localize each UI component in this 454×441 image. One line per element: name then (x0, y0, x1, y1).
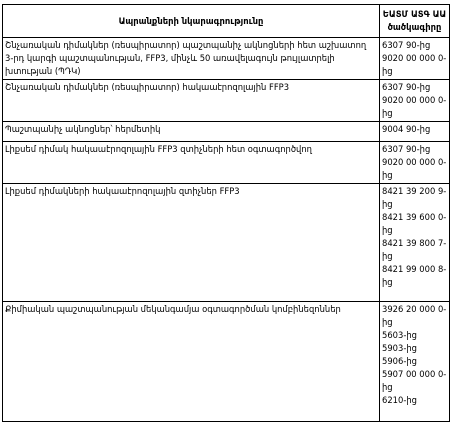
row-codes (380, 38, 450, 80)
code-value: 5603-ից (382, 330, 417, 340)
row-codes (380, 142, 450, 184)
code-value: 6307 90-ից (382, 82, 431, 92)
table-row (3, 184, 450, 302)
table-row (3, 302, 450, 422)
code-value: 5903-ից (382, 343, 417, 353)
table-row (3, 142, 450, 184)
code-value: 5906-ից (382, 356, 417, 366)
row-description: Շնչառական դիմակներ (ռեսպիրատոր) հակաաէրոզոլային FFP3 (3, 80, 380, 122)
row-description: Լիքսեմ դիմակների հակաաէրոզոլային զտիչներ FFP3 (3, 184, 380, 302)
table-row (3, 122, 450, 142)
row-description: Պաշտպանիչ ակնոցներ՝ հերմետիկ (3, 122, 380, 142)
code-value: 3926 20 000 0-ից (382, 304, 447, 327)
row-description: Քիմիական պաշտպանության մեկանգամյա օգտագործման կոմբինեզոններ (3, 302, 380, 422)
row-codes (380, 184, 450, 302)
header-code: ԵԱՏՄ ԱՏԳ ԱԱ ծածկագիրը (380, 5, 450, 38)
code-value: 6307 90-ից (382, 40, 431, 50)
code-value: 8421 39 200 9-ից (382, 186, 447, 209)
code-value: 8421 39 800 7-ից (382, 238, 447, 261)
header-description: Ապրանքների նկարագրությունը (3, 5, 380, 38)
row-description: Լիքսեմ դիմակ հակաաէրոզոլային FFP3 զտիչների հետ օգտագործվող (3, 142, 380, 184)
code-value: 9020 00 000 0-ից (382, 95, 447, 118)
row-codes (380, 80, 450, 122)
row-codes (380, 302, 450, 422)
code-value: 9020 00 000 0-ից (382, 157, 447, 180)
table-header-row (3, 5, 450, 38)
code-value: 9004 90-ից (382, 124, 431, 134)
table-row (3, 38, 450, 80)
row-codes (380, 122, 450, 142)
goods-table (2, 4, 450, 422)
code-value: 8421 39 600 0-ից (382, 212, 447, 235)
code-value: 9020 00 000 0-ից (382, 53, 447, 76)
code-value: 6307 90-ից (382, 144, 431, 154)
code-value: 8421 99 000 8-ից (382, 264, 447, 287)
code-value: 5907 00 000 0-ից (382, 369, 447, 392)
table-row (3, 80, 450, 122)
row-description: Շնչառական դիմակներ (ռեսպիրատոր) պաշտպանիչ ակնոցների հետ աշխատող 3-րդ կարգի պաշտպանության, FFP3, մինչև 50 առավելագույն թույլատրելի խտության (ՊԴԿ) (3, 38, 380, 80)
code-value: 6210-ից (382, 395, 417, 405)
